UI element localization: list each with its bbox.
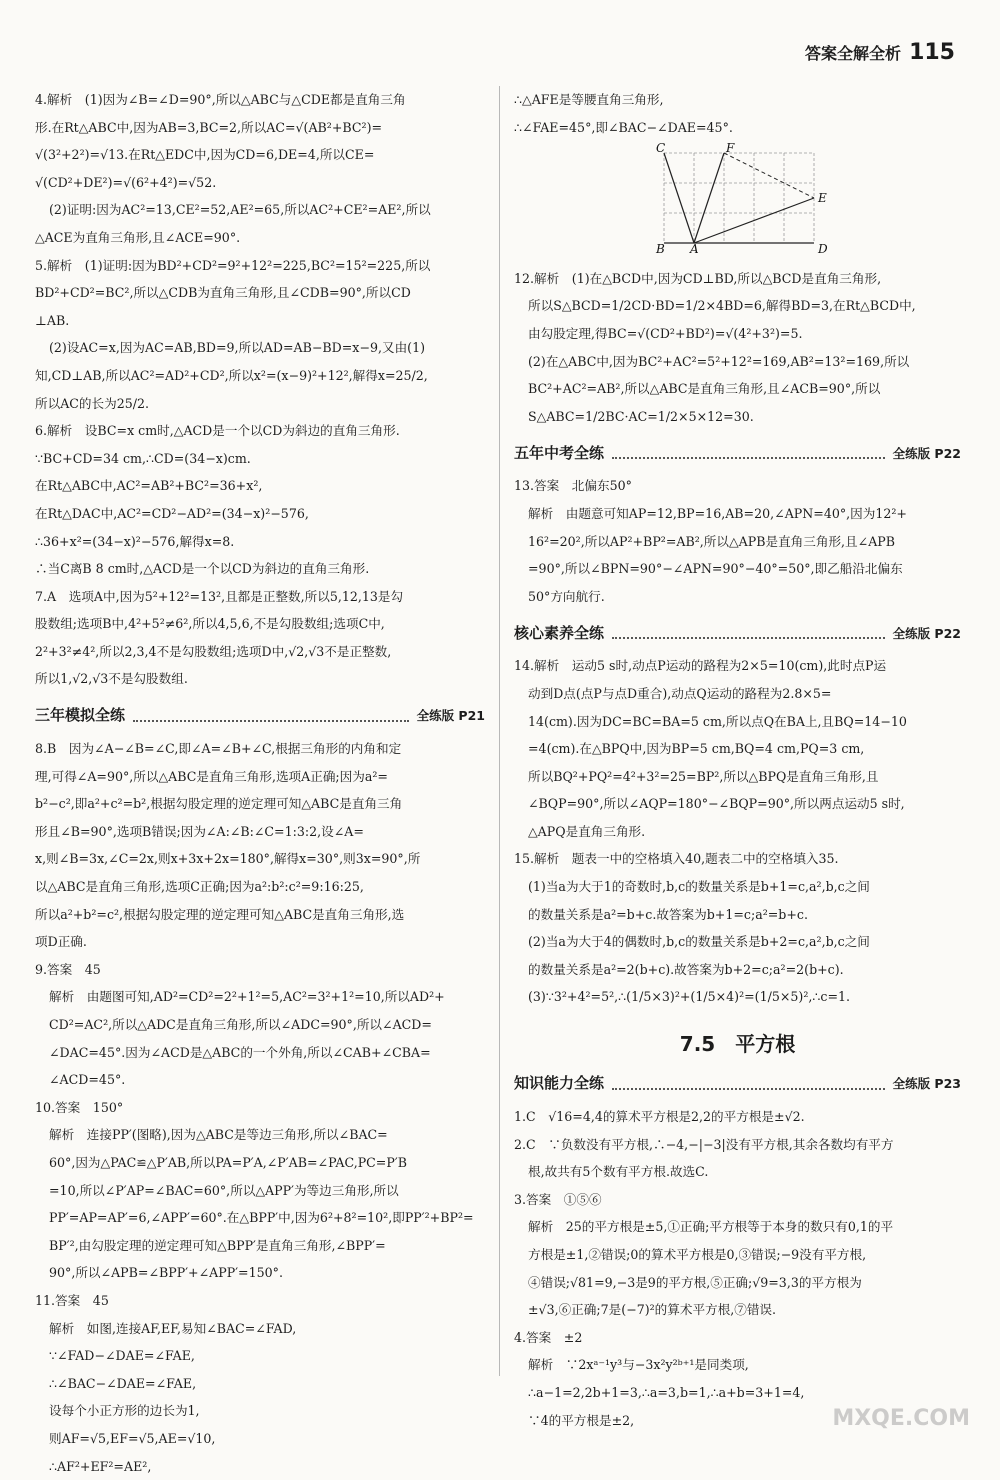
text-line: 所以AC的长为25/2. <box>35 390 485 418</box>
grid-figure <box>654 143 844 253</box>
text-line: ∠ACD=45°. <box>35 1066 485 1094</box>
right-column-top <box>514 86 961 141</box>
page-number: 115 <box>909 40 955 65</box>
section-ref: 全练版 P22 <box>893 620 961 648</box>
text-line: 1.C √16=4,4的算术平方根是2,2的平方根是±√2. <box>514 1103 961 1131</box>
text-line: (3)∵3²+4²=5²,∴(1/5×3)²+(1/5×4)²=(1/5×5)²,∴c=1. <box>514 983 961 1011</box>
text-line: BP′²,由勾股定理的逆定理可知△BPP′是直角三角形,∠BPP′= <box>35 1232 485 1260</box>
text-line: 解析 ∵2xᵃ⁻¹y³与−3x²y²ᵇ⁺¹是同类项, <box>514 1351 961 1379</box>
text-line: 项D正确. <box>35 928 485 956</box>
text-line: 解析 由题意可知AP=12,BP=16,AB=20,∠APN=40°,因为12²+ <box>514 500 961 528</box>
text-line: 12.解析 (1)在△BCD中,因为CD⊥BD,所以△BCD是直角三角形, <box>514 265 961 293</box>
text-line: 动到D点(点P与点D重合),动点Q运动的路程为2.8×5= <box>514 680 961 708</box>
text-line: (2)证明:因为AC²=13,CE²=52,AE²=65,所以AC²+CE²=AE²,所以 <box>35 196 485 224</box>
text-line: 解析 由题图可知,AD²=CD²=2²+1²=5,AC²=3²+1²=10,所以AD²+ <box>35 983 485 1011</box>
label-e: E <box>817 191 827 205</box>
text-line: 2.C ∵负数没有平方根,∴−4,−|−3|没有平方根,其余各数均有平方 <box>514 1131 961 1159</box>
text-line: 所以S△BCD=1/2CD·BD=1/2×4BD=6,解得BD=3,在Rt△BCD中, <box>514 292 961 320</box>
text-line: 的数量关系是a²=2(b+c).故答案为b+2=c;a²=2(b+c). <box>514 956 961 984</box>
text-line: 由勾股定理,得BC=√(CD²+BD²)=√(4²+3²)=5. <box>514 320 961 348</box>
text-line: 14(cm).因为DC=BC=BA=5 cm,所以点Q在BA上,且BQ=14−10 <box>514 708 961 736</box>
section-title: 五年中考全练 <box>514 440 604 468</box>
section-header <box>514 440 961 466</box>
text-line: 2²+3²≠4²,所以2,3,4不是勾股数组;选项D中,√2,√3不是正整数, <box>35 638 485 666</box>
text-line: BD²+CD²=BC²,所以△CDB为直角三角形,且∠CDB=90°,所以CD <box>35 279 485 307</box>
section-header <box>514 620 961 646</box>
text-line: 16²=20²,所以AP²+BP²=AB²,所以△APB是直角三角形,且∠APB <box>514 528 961 556</box>
text-line: ∴36+x²=(34−x)²−576,解得x=8. <box>35 528 485 556</box>
chapter-title <box>514 1027 961 1061</box>
header-title: 答案全解全析 <box>805 41 901 64</box>
section-header <box>35 703 485 729</box>
text-line: 解析 如图,连接AF,EF,易知∠BAC=∠FAD, <box>35 1315 485 1343</box>
text-line: 50°方向航行. <box>514 583 961 611</box>
text-line: 10.答案 150° <box>35 1094 485 1122</box>
section-title: 核心素养全练 <box>514 620 604 648</box>
text-line: ∠BQP=90°,所以∠AQP=180°−∠BQP=90°,所以两点运动5 s时, <box>514 790 961 818</box>
column-divider <box>499 86 500 1376</box>
text-line: ∴a−1=2,2b+1=3,∴a=3,b=1,∴a+b=3+1=4, <box>514 1379 961 1407</box>
text-line: 4.答案 ±2 <box>514 1324 961 1352</box>
text-line: 所以BQ²+PQ²=4²+3²=25=BP²,所以△BPQ是直角三角形,且 <box>514 763 961 791</box>
text-line: 形且∠B=90°,选项B错误;因为∠A:∠B:∠C=1:3:2,设∠A= <box>35 818 485 846</box>
text-line: 股数组;选项B中,4²+5²≠6²,所以4,5,6,不是勾股数组;选项C中, <box>35 610 485 638</box>
text-line: 8.B 因为∠A−∠B=∠C,即∠A=∠B+∠C,根据三角形的内角和定 <box>35 735 485 763</box>
text-line: 13.答案 北偏东50° <box>514 472 961 500</box>
text-line: 60°,因为△PAC≌△P′AB,所以PA=P′A,∠P′AB=∠PAC,PC=P′B <box>35 1149 485 1177</box>
text-line: 方根是±1,②错误;0的算术平方根是0,③错误;−9没有平方根, <box>514 1241 961 1269</box>
text-line: 在Rt△ABC中,AC²=AB²+BC²=36+x², <box>35 472 485 500</box>
text-line: 所以1,√2,√3不是勾股数组. <box>35 665 485 693</box>
section-leader <box>612 627 885 639</box>
text-line: PP′=AP=AP′=6,∠APP′=60°.在△BPP′中,因为6²+8²=10²,即PP′²+BP²= <box>35 1204 485 1232</box>
text-line: 9.答案 45 <box>35 956 485 984</box>
left-column <box>35 86 485 1480</box>
text-line: 4.解析 (1)因为∠B=∠D=90°,所以△ABC与△CDE都是直角三角 <box>35 86 485 114</box>
text-line: ∵BC+CD=34 cm,∴CD=(34−x)cm. <box>35 445 485 473</box>
label-c: C <box>656 143 665 155</box>
section-header <box>514 1071 961 1097</box>
text-line: x,则∠B=3x,∠C=2x,则x+3x+2x=180°,解得x=30°,则3x=90°,所 <box>35 845 485 873</box>
chapter-name: 平方根 <box>735 1032 795 1056</box>
text-line: ±√3,⑥正确;7是(−7)²的算术平方根,⑦错误. <box>514 1296 961 1324</box>
text-line: ∴当C离B 8 cm时,△ACD是一个以CD为斜边的直角三角形. <box>35 555 485 583</box>
section-leader <box>612 1078 885 1090</box>
text-line: 解析 连接PP′(图略),因为△ABC是等边三角形,所以∠BAC= <box>35 1121 485 1149</box>
text-line: 90°,所以∠APB=∠BPP′+∠APP′=150°. <box>35 1259 485 1287</box>
text-line: 11.答案 45 <box>35 1287 485 1315</box>
text-line: 14.解析 运动5 s时,动点P运动的路程为2×5=10(cm),此时点P运 <box>514 652 961 680</box>
text-line: 根,故共有5个数有平方根.故选C. <box>514 1158 961 1186</box>
text-line: 以△ABC是直角三角形,选项C正确;因为a²:b²:c²=9:16:25, <box>35 873 485 901</box>
label-d: D <box>817 242 828 253</box>
text-line: ④错误;√81=9,−3是9的平方根,⑤正确;√9=3,3的平方根为 <box>514 1269 961 1297</box>
label-b: B <box>655 242 665 253</box>
text-line: (2)设AC=x,因为AC=AB,BD=9,所以AD=AB−BD=x−9,又由(1) <box>35 334 485 362</box>
text-line: =90°,所以∠BPN=90°−∠APN=90°−40°=50°,即乙船沿北偏东 <box>514 555 961 583</box>
text-line: ∵∠FAD−∠DAE=∠FAE, <box>35 1342 485 1370</box>
right-column <box>514 86 961 1434</box>
text-line: 7.A 选项A中,因为5²+12²=13²,且都是正整数,所以5,12,13是勾 <box>35 583 485 611</box>
text-line: (2)当a为大于4的偶数时,b,c的数量关系是b+2=c,a²,b,c之间 <box>514 928 961 956</box>
text-line: b²−c²,即a²+c²=b²,根据勾股定理的逆定理可知△ABC是直角三角 <box>35 790 485 818</box>
text-line: √(CD²+DE²)=√(6²+4²)=√52. <box>35 169 485 197</box>
text-line: CD²=AC²,所以△ADC是直角三角形,所以∠ADC=90°,所以∠ACD= <box>35 1011 485 1039</box>
text-line: ∴∠BAC−∠DAE=∠FAE, <box>35 1370 485 1398</box>
section-ref: 全练版 P23 <box>893 1070 961 1098</box>
section-title: 三年模拟全练 <box>35 702 125 730</box>
label-a: A <box>689 242 699 253</box>
page-header <box>805 40 955 65</box>
text-line: 知,CD⊥AB,所以AC²=AD²+CD²,所以x²=(x−9)²+12²,解得x=25/2, <box>35 362 485 390</box>
text-line: =10,所以∠P′AP=∠BAC=60°,所以△APP′为等边三角形,所以 <box>35 1177 485 1205</box>
text-line: (2)在△ABC中,因为BC²+AC²=5²+12²=169,AB²=13²=169,所以 <box>514 348 961 376</box>
text-line: S△ABC=1/2BC·AC=1/2×5×12=30. <box>514 403 961 431</box>
text-line: 5.解析 (1)证明:因为BD²+CD²=9²+12²=225,BC²=15²=225,所以 <box>35 252 485 280</box>
text-line: ∵4的平方根是±2, <box>514 1407 961 1435</box>
text-line: ⊥AB. <box>35 307 485 335</box>
text-line: ∴∠FAE=45°,即∠BAC−∠DAE=45°. <box>514 114 961 142</box>
text-line: 形.在Rt△ABC中,因为AB=3,BC=2,所以AC=√(AB²+BC²)= <box>35 114 485 142</box>
watermark-logo <box>810 1341 970 1431</box>
right-column-middle <box>514 265 961 1011</box>
watermark-text: MXQE.COM <box>832 1406 970 1431</box>
section-ref: 全练版 P21 <box>417 702 485 730</box>
text-line: (1)当a为大于1的奇数时,b,c的数量关系是b+1=c,a²,b,c之间 <box>514 873 961 901</box>
text-line: △APQ是直角三角形. <box>514 818 961 846</box>
chapter-number: 7.5 <box>680 1032 715 1056</box>
text-line: 解析 25的平方根是±5,①正确;平方根等于本身的数只有0,1的平 <box>514 1213 961 1241</box>
text-line: 15.解析 题表一中的空格填入40,题表二中的空格填入35. <box>514 845 961 873</box>
text-line: 3.答案 ①⑤⑥ <box>514 1186 961 1214</box>
text-line: =4(cm).在△BPQ中,因为BP=5 cm,BQ=4 cm,PQ=3 cm, <box>514 735 961 763</box>
label-f: F <box>725 143 735 155</box>
text-line: 所以a²+b²=c²,根据勾股定理的逆定理可知△ABC是直角三角形,选 <box>35 901 485 929</box>
text-line: √(3²+2²)=√13.在Rt△EDC中,因为CD=6,DE=4,所以CE= <box>35 141 485 169</box>
text-line: 6.解析 设BC=x cm时,△ACD是一个以CD为斜边的直角三角形. <box>35 417 485 445</box>
text-line: △ACE为直角三角形,且∠ACE=90°. <box>35 224 485 252</box>
text-line: ∴△AFE是等腰直角三角形, <box>514 86 961 114</box>
text-line: 理,可得∠A=90°,所以△ABC是直角三角形,选项A正确;因为a²= <box>35 763 485 791</box>
section-leader <box>612 447 885 459</box>
text-line: ∴AF²+EF²=AE², <box>35 1453 485 1480</box>
text-line: BC²+AC²=AB²,所以△ABC是直角三角形,且∠ACB=90°,所以 <box>514 375 961 403</box>
text-line: ∠DAC=45°.因为∠ACD是△ABC的一个外角,所以∠CAB+∠CBA= <box>35 1039 485 1067</box>
text-line: 设每个小正方形的边长为1, <box>35 1397 485 1425</box>
text-line: 在Rt△DAC中,AC²=CD²−AD²=(34−x)²−576, <box>35 500 485 528</box>
text-line: 则AF=√5,EF=√5,AE=√10, <box>35 1425 485 1453</box>
section-title: 知识能力全练 <box>514 1070 604 1098</box>
section-ref: 全练版 P22 <box>893 440 961 468</box>
text-line: 的数量关系是a²=b+c.故答案为b+1=c;a²=b+c. <box>514 901 961 929</box>
section-leader <box>133 710 409 722</box>
